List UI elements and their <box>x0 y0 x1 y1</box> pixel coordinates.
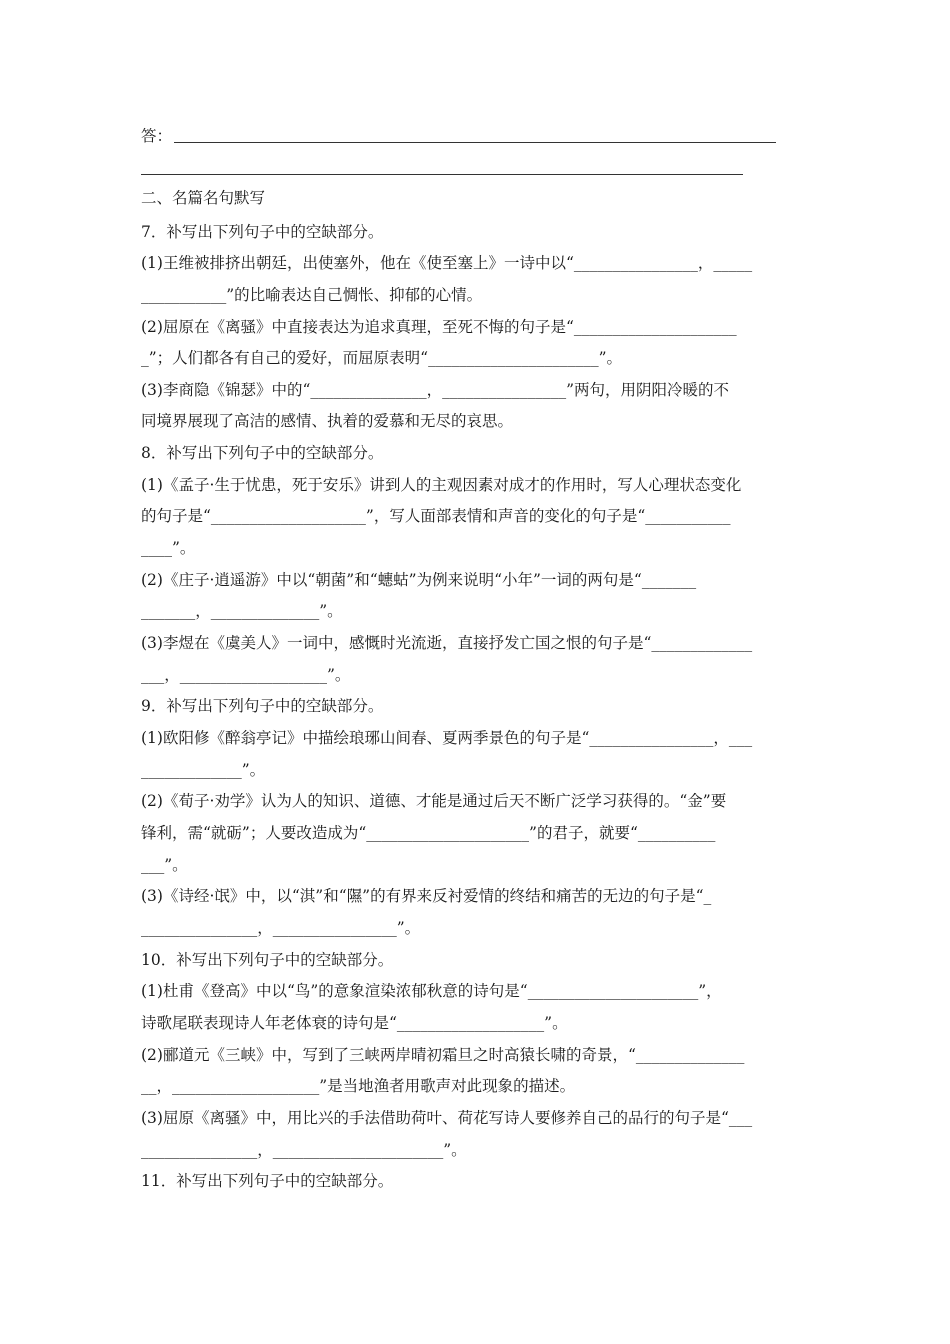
question-line: (3)《诗经·氓》中，以“淇”和“隰”的有界来反衬爱情的终结和痛苦的无边的句子是“_ <box>141 887 712 905</box>
answer-line-1 <box>174 142 776 143</box>
question-line: (3)李商隐《锦瑟》中的“_______________，________________”两句，用阴阳冷暖的不 <box>141 381 730 399</box>
question-line: _______________，________________”。 <box>141 919 421 937</box>
question-line: ___________”的比喻表达自己惆怅、抑郁的心情。 <box>141 286 483 304</box>
question-line: (1)《孟子·生于忧患，死于安乐》讲到人的主观因素对成才的作用时，写人心理状态变化 <box>141 476 742 494</box>
question-line: 诗歌尾联表现诗人年老体衰的诗句是“___________________”。 <box>141 1014 568 1032</box>
question-line: __，___________________”是当地渔者用歌声对此现象的描述。 <box>141 1077 576 1095</box>
question-line: 10．补写出下列句子中的空缺部分。 <box>141 951 394 969</box>
question-line: (1)杜甫《登高》中以“鸟”的意象渲染浓郁秋意的诗句是“______________________”， <box>141 982 722 1000</box>
question-line: 7．补写出下列句子中的空缺部分。 <box>141 223 384 241</box>
question-line: _____________”。 <box>141 761 266 779</box>
question-line: (3)李煜在《虞美人》一词中，感慨时光流逝，直接抒发亡国之恨的句子是“_____________ <box>141 634 753 652</box>
question-line: 9．补写出下列句子中的空缺部分。 <box>141 697 384 715</box>
question-line: 8．补写出下列句子中的空缺部分。 <box>141 444 384 462</box>
question-line: (2)屈原在《离骚》中直接表达为追求真理，至死不悔的句子是“_____________________ <box>141 318 737 336</box>
question-line: (1)欧阳修《醉翁亭记》中描绘琅琊山间春、夏两季景色的句子是“________________，___ <box>141 729 753 747</box>
question-line: ___，___________________”。 <box>141 666 351 684</box>
question-line: 同境界展现了高洁的感情、执着的爱慕和无尽的哀思。 <box>141 412 514 430</box>
question-line: 11．补写出下列句子中的空缺部分。 <box>141 1172 394 1190</box>
question-line: (2)《庄子·逍遥游》中以“朝菌”和“蟪蛄”为例来说明“小年”一词的两句是“_______ <box>141 571 697 589</box>
question-line: ____”。 <box>141 539 196 557</box>
question-line: _______，______________”。 <box>141 602 343 620</box>
question-line: 的句子是“____________________”，写人面部表情和声音的变化的句子是“___________ <box>141 507 731 525</box>
answer-prefix: 答： <box>141 127 173 145</box>
question-line: ___”。 <box>141 856 188 874</box>
section-title: 二、名篇名句默写 <box>141 189 266 207</box>
question-line: _”；人们都各有自己的爱好，而屈原表明“______________________”。 <box>141 349 623 367</box>
answer-line-2 <box>141 174 743 175</box>
question-line: (3)屈原《离骚》中，用比兴的手法借助荷叶、荷花写诗人要修养自己的品行的句子是“___ <box>141 1109 753 1127</box>
question-line: (2)《荀子·劝学》认为人的知识、道德、才能是通过后天不断广泛学习获得的。“金”要 <box>141 792 727 810</box>
question-line: (1)王维被排挤出朝廷，出使塞外，他在《使至塞上》一诗中以“________________，_____ <box>141 254 753 272</box>
question-line: _______________，______________________”。 <box>141 1141 467 1159</box>
question-line: (2)郦道元《三峡》中，写到了三峡两岸晴初霜旦之时高猿长啸的奇景，“______________ <box>141 1046 745 1064</box>
question-line: 锋利，需“就砺”；人要改造成为“_____________________”的君子，就要“__________ <box>141 824 716 842</box>
